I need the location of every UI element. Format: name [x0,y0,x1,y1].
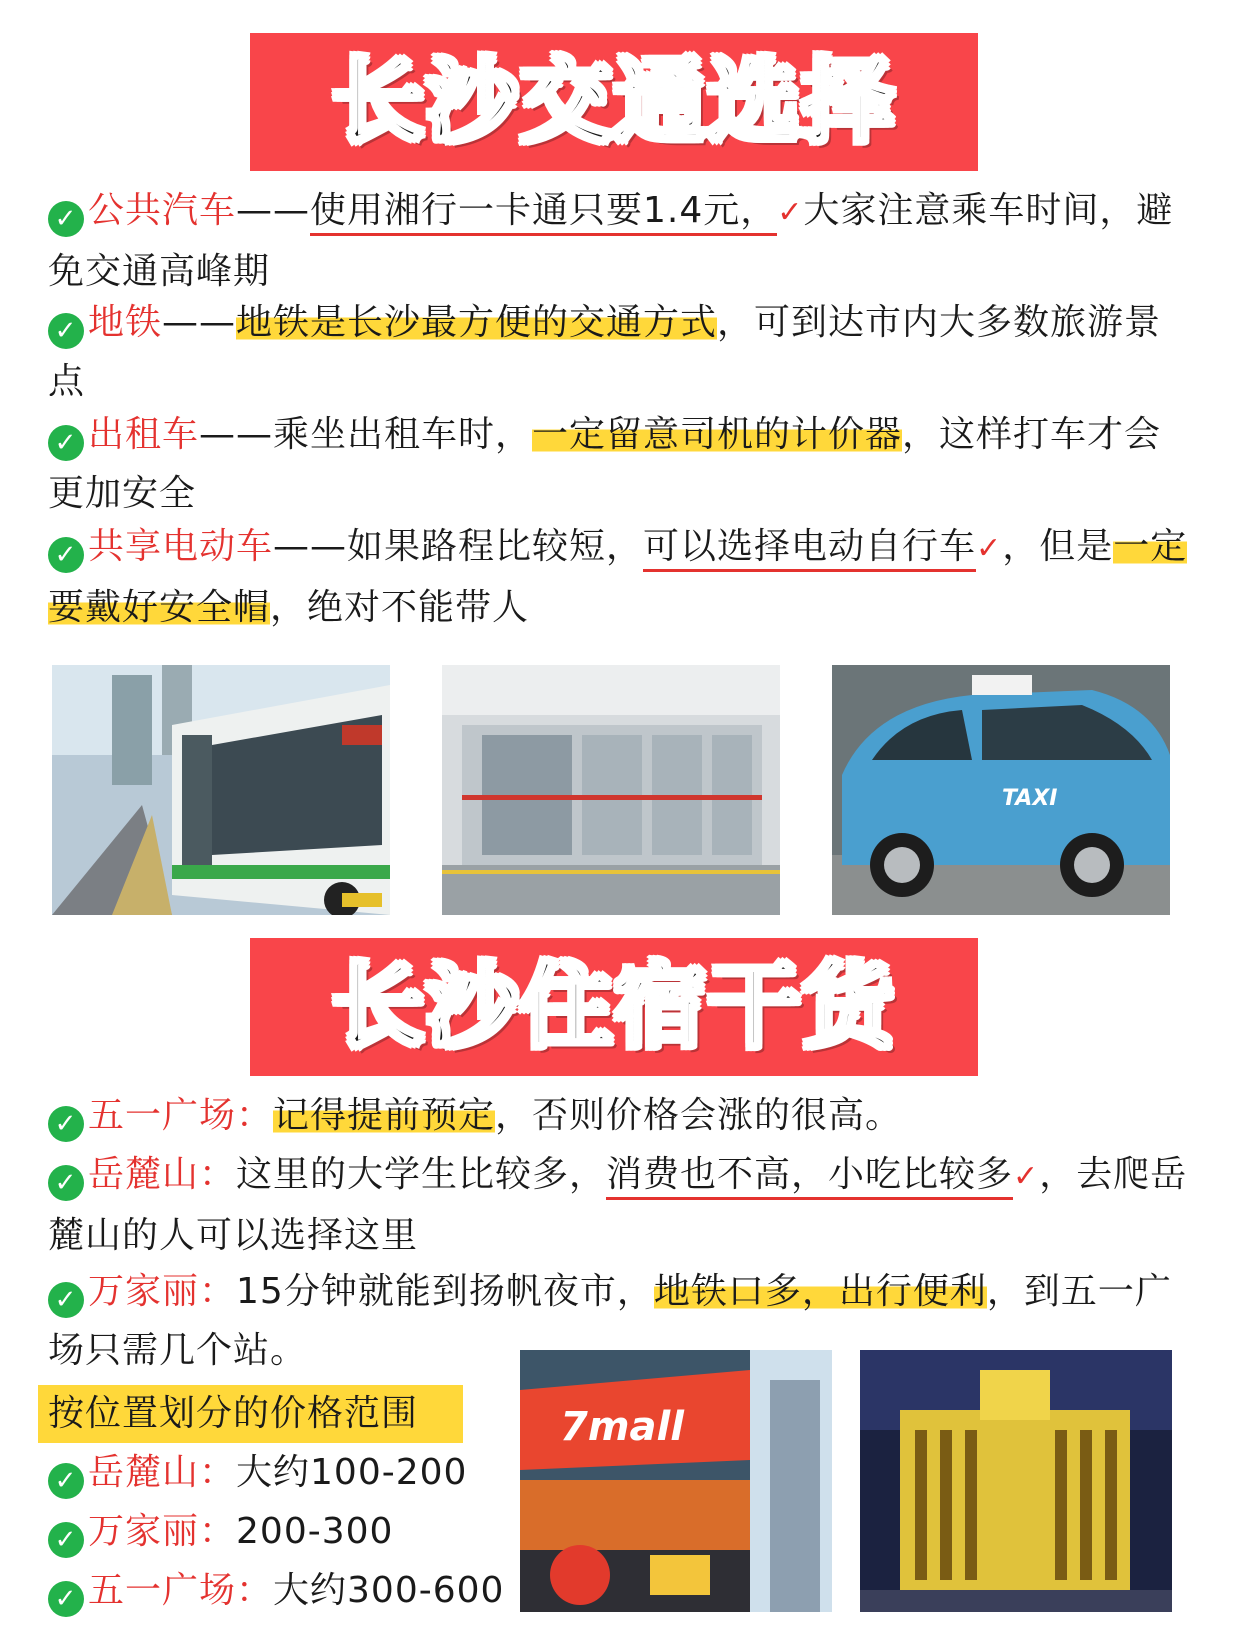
item-text: 15分钟就能到扬帆夜市， [236,1271,654,1312]
item-text: 这里的大学生比较多， [236,1154,607,1195]
price-value: 大约300-600 [273,1570,505,1611]
item-name: 公共汽车 [88,190,237,231]
item-text: ，否则价格会涨的很高。 [495,1095,903,1136]
check-circle-icon: ✓ [48,1165,84,1201]
item-text: 如果路程比较短， [347,526,644,567]
transport-item-ebike [48,517,1198,637]
price-heading: 按位置划分的价格范围 [38,1385,463,1443]
item-name: 地铁 [88,302,163,343]
highlight-text: 一定留意司机的计价器 [532,414,903,455]
check-circle-icon: ✓ [48,425,84,461]
transport-item-taxi [48,405,1198,523]
item-name: 出租车 [88,414,200,455]
price-item-wanjiali [48,1502,508,1561]
lodging-item-yuelu [48,1145,1198,1265]
item-name: 岳麓山： [88,1154,237,1195]
check-circle-icon: ✓ [48,201,84,237]
highlight-text: 一定要戴好安全帽 [48,526,1188,628]
item-text: ，到五一广场只需几个站。 [48,1271,1172,1371]
taxi-photo [832,665,1170,915]
dash: —— [273,526,348,567]
hotel-photo [860,1350,1172,1612]
dash: —— [162,302,237,343]
check-circle-icon: ✓ [48,1581,84,1617]
bus-photo [52,665,390,915]
dash: —— [199,414,274,455]
mall-sign: 7mall [560,1404,684,1450]
lodging-banner-title: 长沙住宿干货 [331,953,896,1060]
highlight-text: 地铁是长沙最方便的交通方式 [236,302,718,343]
item-name: 万家丽： [88,1511,237,1552]
check-circle-icon: ✓ [48,537,84,573]
check-circle-icon: ✓ [48,1522,84,1558]
check-circle-icon: ✓ [48,1282,84,1318]
item-text: ，可到达市内大多数旅游景点 [48,302,1162,402]
check-circle-icon: ✓ [48,1463,84,1499]
red-tick-mark-icon: ✓ [976,531,1003,566]
underlined-text: 可以选择电动自行车 [643,526,976,572]
mall-photo [520,1350,832,1612]
item-name: 岳麓山： [88,1452,237,1493]
lodging-item-wuyi [48,1086,1198,1145]
metro-photo [442,665,780,915]
price-item-wuyi [48,1561,518,1620]
lodging-banner [250,938,978,1076]
item-text: ，绝对不能带人 [270,587,530,628]
item-text: ，这样打车才会更加安全 [48,414,1162,514]
check-circle-icon: ✓ [48,1106,84,1142]
item-name: 五一广场： [88,1095,274,1136]
item-name: 万家丽： [88,1271,237,1312]
price-value: 大约100-200 [236,1452,468,1493]
highlight-text: 地铁口多，出行便利 [653,1271,987,1312]
check-circle-icon: ✓ [48,313,84,349]
item-text: ，去爬岳麓山的人可以选择这里 [48,1154,1188,1256]
price-item-yuelu [48,1443,508,1502]
price-value: 200-300 [236,1511,394,1552]
item-name: 五一广场： [88,1570,274,1611]
red-tick-mark-icon: ✓ [1013,1159,1040,1194]
dash: —— [236,190,311,231]
transport-banner [250,33,978,171]
item-text: ，但是 [1002,526,1114,567]
transport-item-metro [48,293,1198,411]
highlight-text: 记得提前预定 [273,1095,496,1136]
item-text: 大家注意乘车时间，避免交通高峰期 [48,190,1174,292]
underlined-text: 使用湘行一卡通只要1.4元， [310,190,777,236]
transport-item-bus [48,181,1198,301]
underlined-text: 消费也不高，小吃比较多 [606,1154,1013,1200]
item-text: 乘坐出租车时， [273,414,533,455]
item-name: 共享电动车 [88,526,274,567]
red-tick-mark-icon: ✓ [777,195,804,230]
transport-banner-title: 长沙交通选择 [331,48,896,155]
taxi-label: TAXI [1002,786,1058,811]
